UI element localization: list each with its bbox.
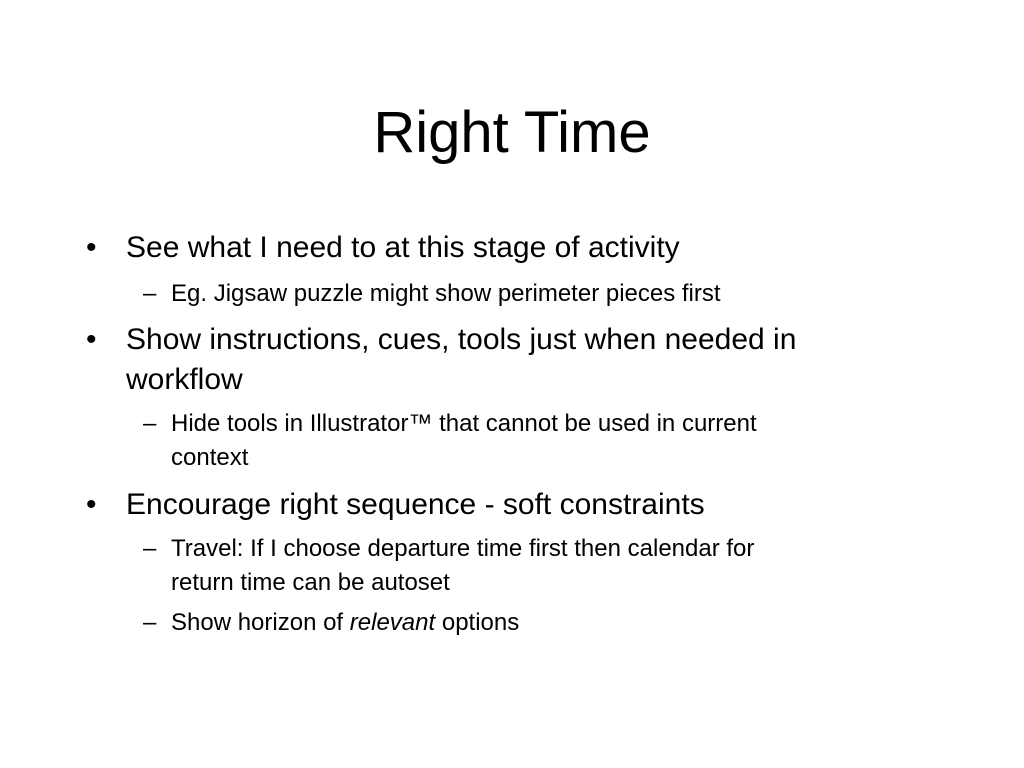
- bullet-marker: •: [86, 323, 97, 356]
- bullet-text: Encourage right sequence - soft constraints: [126, 488, 705, 521]
- sub-bullet-text-before: Show horizon of: [171, 609, 350, 636]
- sub-bullet-text-line1: Hide tools in Illustrator™ that cannot be used in current: [171, 410, 757, 437]
- bullet-text: See what I need to at this stage of activity: [126, 231, 680, 264]
- slide-title: Right Time: [373, 100, 651, 165]
- sub-bullet-text: Eg. Jigsaw puzzle might show perimeter pieces first: [171, 280, 721, 307]
- sub-bullet-text-after: options: [435, 609, 520, 636]
- sub-bullet-text-line2: return time can be autoset: [171, 569, 450, 596]
- sub-bullet-marker: –: [143, 535, 157, 562]
- sub-bullet-text-emphasis: relevant: [349, 609, 436, 636]
- sub-bullet-marker: –: [143, 280, 157, 307]
- bullet-text-line1: Show instructions, cues, tools just when needed in: [126, 323, 797, 356]
- bullet-marker: •: [86, 231, 97, 264]
- sub-bullet-marker: –: [143, 609, 157, 636]
- bullet-marker: •: [86, 488, 97, 521]
- sub-bullet-text: [171, 606, 891, 640]
- bullet-text-line2: workflow: [126, 363, 243, 396]
- sub-bullet-marker: –: [143, 410, 157, 437]
- sub-bullet-text-line2: context: [171, 444, 249, 471]
- sub-bullet-text-line1: Travel: If I choose departure time first then calendar for: [171, 535, 755, 562]
